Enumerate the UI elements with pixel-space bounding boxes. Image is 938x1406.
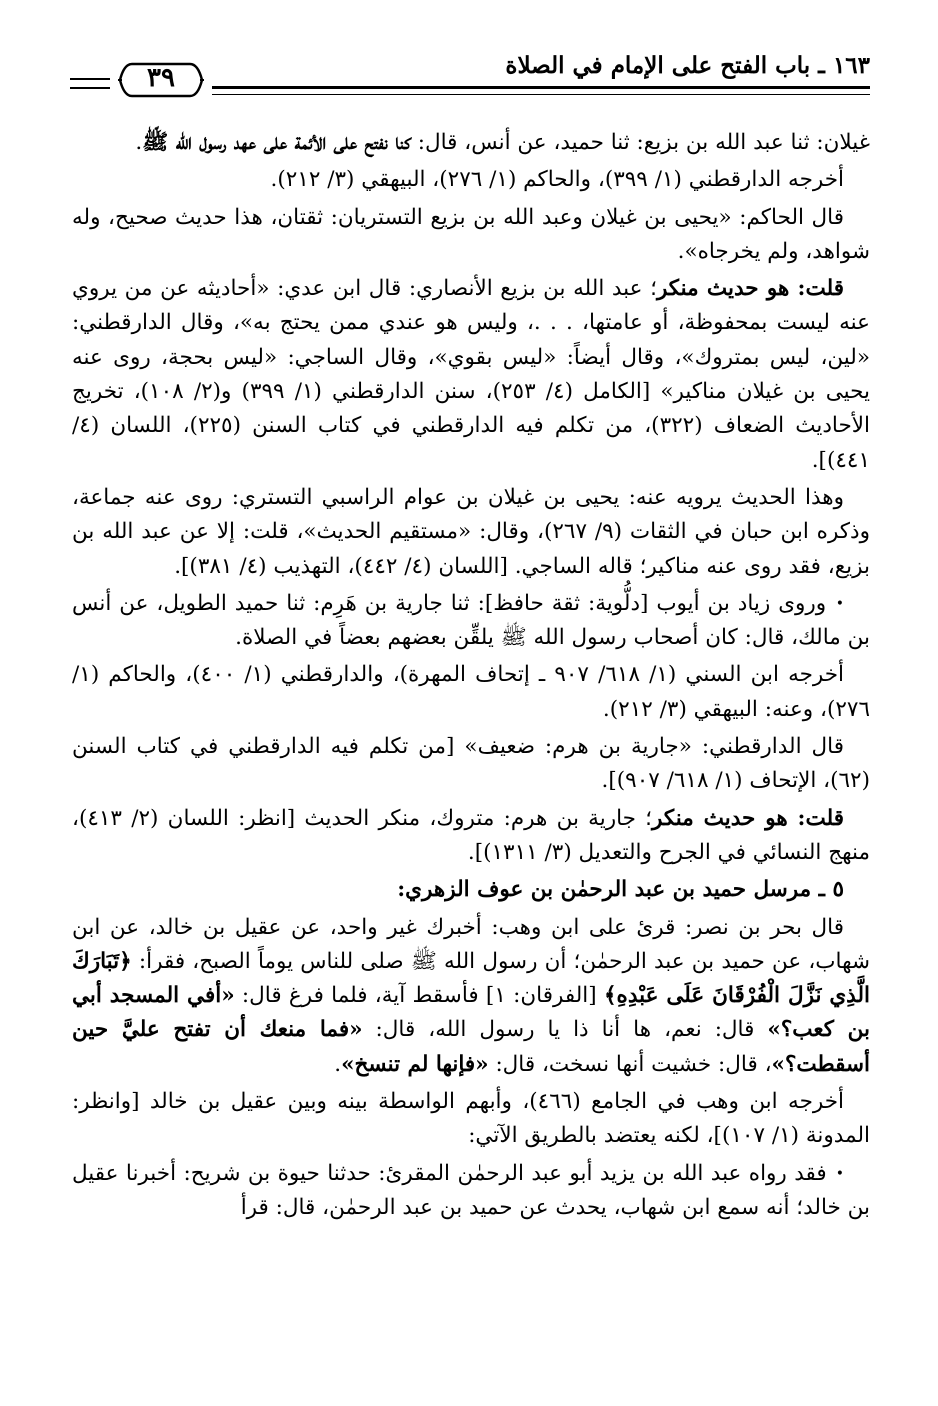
text-segment: . xyxy=(135,130,143,155)
text-segment: وهذا الحديث يرويه عنه: يحيى بن غيلان بن عوام الراسبي التستري: روى عنه جماعة، وذكره ابن حبان في الثقات (٩/ ٢٦٧)، وقال: «مستقيم الحديث»، قلت: إلا عن عبد الله بن بزيع، فقد روى عنه مناكير؛ قاله الساجي. [اللسان (٤/ ٤٤٢)، التهذيب (٤/ ٣٨١)]. xyxy=(72,484,870,579)
text-segment: وروى زياد بن أيوب [دلُّوية: ثقة حافظ]: ثنا جارية بن هَرِم: ثنا حميد الطويل، عن أنس بن مالك، قال: كان أصحاب رسول الله ﷺ يلقِّن بعضهم بعضاً في الصلاة. xyxy=(72,590,870,651)
paragraph-p7 xyxy=(72,658,870,727)
text-segment: قال الحاكم: «يحيى بن غيلان وعبد الله بن بزيع التستريان: ثقتان، هذا حديث صحيح، وله شواهد، ولم يخرجاه». xyxy=(72,204,870,264)
paragraph-p8 xyxy=(72,730,870,799)
paragraph-p9 xyxy=(72,802,870,871)
text-segment: أخرجه ابن السني (١/ ٦١٨/ ٩٠٧ ـ إتحاف المهرة)، والدارقطني (١/ ٤٠٠)، والحاكم (١/ ٢٧٦)، وعنه: البيهقي (٣/ ٢١٢). xyxy=(72,662,870,722)
chapter-title: ١٦٣ ـ باب الفتح على الإمام في الصلاة xyxy=(505,52,870,79)
text-segment: [الفرقان: ١] فأسقط آية، فلما فرغ قال: xyxy=(234,983,604,1009)
paragraph-p3 xyxy=(72,201,870,270)
page-number: ٣٩ xyxy=(147,63,175,93)
bold-text-segment: «فما منعك أن تفتح عليَّ حين أسقطت؟» xyxy=(72,1017,870,1077)
text-segment: ؛ جارية بن هرم: متروك، منكر الحديث [انظر: اللسان (٢/ ٤١٣)، منهج النسائي في الجرح والتعديل (٣/ ١٣١١)]. xyxy=(72,805,870,865)
text-segment: قال بحر بن نصر: قرئ على ابن وهب: أخبرك غير واحد، عن عقيل بن خالد، عن ابن شهاب، عن حميد بن عبد الرحمٰن؛ أن رسول الله ﷺ صلى للناس يوماً الصبح، فقرأ: xyxy=(72,914,870,974)
bold-text-segment: «أفي المسجد أبي بن كعب؟» xyxy=(72,983,870,1043)
text-segment: قال الدارقطني: «جارية بن هرم: ضعيف» [من تكلم فيه الدارقطني في كتاب السنن (٦٢)، الإتحاف (١/ ٦١٨/ ٩٠٧)]. xyxy=(72,734,870,794)
text-segment: ؛ عبد الله بن بزيع الأنصاري: قال ابن عدي: «أحاديثه عن من يروي عنه ليست بمحفوظة، أو عامتها، . . .، وليس هو عندي ممن يحتج به»، وقال الدارقطني: «لين، ليس بمتروك»، وقال أيضاً: «ليس بقوي»، وقال الساجي: «ليس بحجة، روى عنه يحيى بن غيلان مناكير» [الكامل (٤/ ٢٥٣)، سنن الدارقطني (١/ ٣٩٩) و(٢/ ١٠٨)، تخريج الأحاديث الضعاف (٣٢٢)، من تكلم فيه الدارقطني في كتاب السنن (٢٢٥)، اللسان (٤/ ٤٤١)]. xyxy=(72,276,871,473)
text-segment: ، قال: خشيت أنها نسخت، قال: xyxy=(488,1051,772,1077)
paragraph-p6 xyxy=(72,587,870,656)
header-rule-left xyxy=(70,78,110,89)
bold-text-segment: كنا نفتح على الأئمة على عهد رسول الله ﷺ xyxy=(142,130,411,155)
text-segment: فقد رواه عبد الله بن يزيد أبو عبد الرحمٰن المقرئ: حدثنا حيوة بن شريح: أخبرنا عقيل بن خالد؛ أنه سمع ابن شهاب، يحدث عن حميد بن عبد الرحمٰن، قال: قرأ xyxy=(72,1160,870,1220)
bold-text-segment: قلت: هو حديث منكر xyxy=(652,805,845,831)
paragraph-p1 xyxy=(72,126,870,160)
paragraph-p4 xyxy=(72,272,870,478)
text-segment: أخرجه الدارقطني (١/ ٣٩٩)، والحاكم (١/ ٢٧٦)، البيهقي (٣/ ٢١٢). xyxy=(270,167,844,193)
body-text xyxy=(72,126,870,1228)
header-rule-main xyxy=(212,86,870,95)
paragraph-p2 xyxy=(72,163,870,197)
section-marker-icon: • xyxy=(830,1165,844,1182)
bold-text-segment: قلت: هو حديث منكر xyxy=(656,276,844,302)
bold-text-segment: ٥ ـ مرسل حميد بن عبد الرحمٰن بن عوف الزهري: xyxy=(397,877,844,903)
text-segment: غيلان: ثنا عبد الله بن بزيع: ثنا حميد، عن أنس، قال: xyxy=(410,130,870,155)
text-segment: قال: نعم، ها أنا ذا يا رسول الله، قال: xyxy=(362,1017,768,1043)
paragraph-p11 xyxy=(72,911,870,1082)
page-number-frame xyxy=(118,60,204,100)
paragraph-p10 xyxy=(72,873,870,907)
text-segment: . xyxy=(334,1051,342,1077)
page-header xyxy=(70,48,870,100)
paragraph-p5 xyxy=(72,481,870,584)
paragraph-p13 xyxy=(72,1157,870,1226)
bold-text-segment: ﴿تَبَارَكَ الَّذِي نَزَّلَ الْفُرْقَانَ عَلَى عَبْدِهِ﴾ xyxy=(72,948,870,1009)
text-segment: أخرجه ابن وهب في الجامع (٤٦٦)، وأبهم الواسطة بينه وبين عقيل بن خالد [وانظر: المدونة (١/ ١٠٧)]، لكنه يعتضد بالطريق الآتي: xyxy=(72,1089,870,1149)
paragraph-p12 xyxy=(72,1085,870,1154)
bold-text-segment: «فإنها لم تنسخ» xyxy=(341,1051,489,1077)
section-marker-icon: • xyxy=(830,595,844,612)
